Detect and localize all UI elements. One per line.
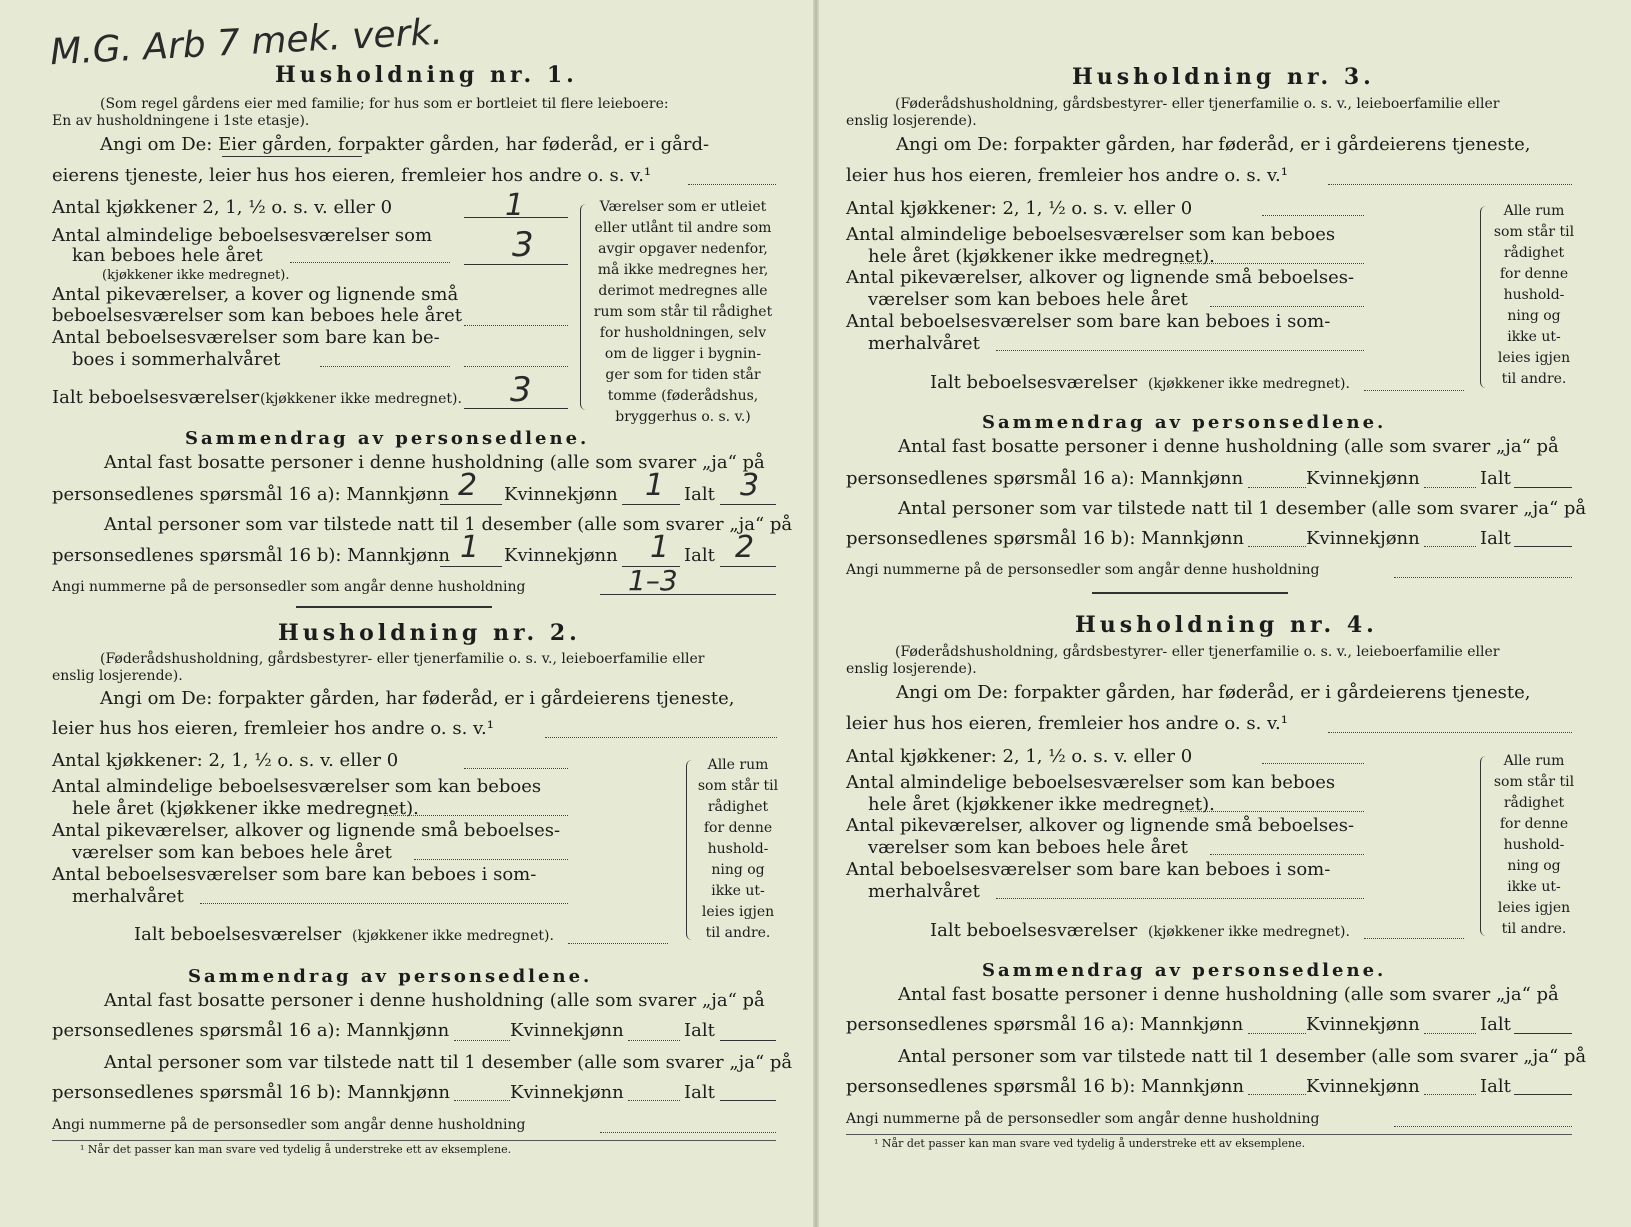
h3-side-note (1488, 201, 1580, 390)
h1-fast-line2: personsedlenes spørsmål 16 a): Mannkjønn (52, 484, 450, 505)
h3-alm-label1: Antal almindelige beboelsesværelser som kan beboes (846, 224, 1336, 245)
h2-tils-ialt-label: Ialt (684, 1082, 715, 1103)
h3-sommer-dots (996, 350, 1364, 351)
h1-kjokken-line (464, 217, 568, 218)
h3-kjokken-dots (1262, 215, 1364, 216)
h4-ialt-note: (kjøkkener ikke medregnet). (1148, 924, 1350, 940)
h3-side-line: ning og (1507, 308, 1561, 324)
h4-side-note (1488, 751, 1580, 940)
h3-pike-label1: Antal pikeværelser, alkover og lignende små beboelses- (846, 267, 1355, 288)
h2-tils-kv-line (628, 1100, 680, 1101)
h3-ialt-line (1364, 390, 1464, 391)
h2-alm-label2: hele året (kjøkkener ikke medregnet). (72, 798, 419, 819)
h1-side-line: eller utlånt til andre som (594, 220, 772, 236)
h1-fast-mann: 2 (458, 468, 478, 503)
h4-ialt-line (1364, 938, 1464, 939)
h3-angi-fill (1328, 184, 1572, 185)
h1-summary-title: Sammendrag av personsedlene. (185, 428, 590, 449)
h1-separator (296, 606, 492, 608)
h2-tils-kv-label: Kvinnekjønn (510, 1082, 624, 1103)
h2-kjokken-label: Antal kjøkkener: 2, 1, ½ o. s. v. eller 0 (52, 750, 399, 771)
h1-alm-value: 3 (512, 225, 534, 265)
h3-side-line: leies igjen (1497, 350, 1571, 366)
h1-tils-mann-line (440, 566, 502, 567)
h4-intro-line1: (Føderådshusholdning, gårdsbestyrer- eller tjenerfamilie o. s. v., leieboerfamilie eller (895, 644, 1500, 660)
h1-sommer-label1: Antal beboelsesværelser som bare kan be- (52, 327, 440, 348)
h2-alm-dots (384, 815, 568, 816)
h3-side-line: til andre. (1501, 371, 1567, 387)
h2-side-line: som står til (697, 778, 779, 794)
h3-nummer-line (1394, 577, 1572, 578)
h4-tils-kv-label: Kvinnekjønn (1306, 1076, 1420, 1097)
h2-pike-label2: værelser som kan beboes hele året (72, 842, 392, 863)
h2-alm-label1: Antal almindelige beboelsesværelser som kan beboes (52, 776, 542, 797)
h2-ialt-label: Ialt beboelsesværelser (134, 924, 342, 945)
h3-sommer-label2: merhalvåret (868, 333, 980, 354)
h4-side-line: som står til (1493, 774, 1575, 790)
h1-tils-ialt-label: Ialt (684, 545, 715, 566)
h4-side-line: for denne (1499, 816, 1569, 832)
h3-angi-line1: Angi om De: forpakter gården, har føderåd, er i gårdeierens tjeneste, (896, 134, 1531, 155)
h4-pike-dots (1210, 854, 1364, 855)
h4-side-line: Alle rum (1503, 753, 1565, 769)
h4-side-line: ning og (1507, 858, 1561, 874)
h2-ialt-line (568, 943, 668, 944)
h4-tils-ialt-label: Ialt (1480, 1076, 1511, 1097)
h2-side-line: rådighet (707, 799, 769, 815)
h1-side-line: avgir opgaver nedenfor, (598, 241, 768, 257)
h3-side-line: rådighet (1503, 245, 1565, 261)
h3-tils-kv-label: Kvinnekjønn (1306, 528, 1420, 549)
h4-ialt-label: Ialt beboelsesværelser (930, 920, 1138, 941)
h1-alm-label1: Antal almindelige beboelsesværelser som (52, 225, 433, 246)
h2-tils-line2: personsedlenes spørsmål 16 b): Mannkjønn (52, 1082, 451, 1103)
h4-side-line: leies igjen (1497, 900, 1571, 916)
h2-summary-title: Sammendrag av personsedlene. (188, 966, 593, 987)
h4-fast-line1: Antal fast bosatte personer i denne husholdning (alle som svarer „ja“ på (898, 984, 1559, 1005)
h3-ialt-label: Ialt beboelsesværelser (930, 372, 1138, 393)
h2-fast-ialt-label: Ialt (684, 1020, 715, 1041)
h1-fast-line1: Antal fast bosatte personer i denne husholdning (alle som svarer „ja“ på (104, 452, 765, 473)
h3-side-line: Alle rum (1503, 203, 1565, 219)
h2-nummer-label: Angi nummerne på de personsedler som angår denne husholdning (52, 1117, 526, 1133)
h3-tils-ialt-line (1514, 546, 1572, 547)
h4-footnote-rule (846, 1134, 1572, 1135)
h4-sommer-label2: merhalvåret (868, 881, 980, 902)
h3-fast-line1: Antal fast bosatte personer i denne husholdning (alle som svarer „ja“ på (898, 436, 1559, 457)
h1-sommer-label2: boes i sommerhalvåret (72, 349, 281, 370)
h2-tils-mann-line (454, 1100, 510, 1101)
h2-intro-line1: (Føderådshusholdning, gårdsbestyrer- eller tjenerfamilie o. s. v., leieboerfamilie eller (100, 651, 705, 667)
h2-side-line: ning og (711, 862, 765, 878)
h2-footnote: ¹ Når det passer kan man svare ved tydelig å understreke ett av eksemplene. (80, 1143, 512, 1156)
h2-ialt-note: (kjøkkener ikke medregnet). (352, 928, 554, 944)
h3-tils-kv-line (1424, 546, 1476, 547)
h1-side-line: bryggerhus o. s. v.) (615, 409, 751, 425)
h2-tils-ialt-line (720, 1100, 776, 1101)
h3-sommer-label1: Antal beboelsesværelser som bare kan beboes i som- (846, 311, 1331, 332)
h1-nummer-label: Angi nummerne på de personsedler som angår denne husholdning (52, 579, 526, 595)
h4-tils-ialt-line (1514, 1094, 1572, 1095)
h2-fast-kv-label: Kvinnekjønn (510, 1020, 624, 1041)
h3-intro-line1: (Føderådshusholdning, gårdsbestyrer- eller tjenerfamilie o. s. v., leieboerfamilie eller (895, 96, 1500, 112)
h2-sommer-dots (200, 903, 568, 904)
h3-ialt-note: (kjøkkener ikke medregnet). (1148, 376, 1350, 392)
h1-fast-kv-label: Kvinnekjønn (504, 484, 618, 505)
household-1-title: Husholdning nr. 1. (275, 62, 578, 88)
h1-ialt-label: Ialt beboelsesværelser (52, 387, 260, 408)
h3-separator (1092, 592, 1288, 594)
h4-alm-label2: hele året (kjøkkener ikke medregnet). (868, 794, 1215, 815)
h2-fast-line2: personsedlenes spørsmål 16 a): Mannkjønn (52, 1020, 450, 1041)
h4-side-line: hushold- (1503, 837, 1565, 853)
h3-side-line: hushold- (1503, 287, 1565, 303)
h1-fast-mann-line (440, 504, 502, 505)
h1-pike-label2: beboelsesværelser som kan beboes hele året (52, 305, 462, 326)
h4-nummer-line (1394, 1126, 1572, 1127)
h4-side-line: ikke ut- (1507, 879, 1561, 895)
h1-angi-line1: Angi om De: Eier gården, forpakter gården, har føderåd, er i gård- (100, 134, 710, 155)
h2-fast-mann-line (454, 1040, 510, 1041)
h2-footnote-rule (52, 1140, 776, 1141)
h4-tils-line1: Antal personer som var tilstede natt til 1 desember (alle som svarer „ja“ på (898, 1046, 1587, 1067)
h1-ialt-note: (kjøkkener ikke medregnet). (260, 391, 462, 407)
h3-pike-label2: værelser som kan beboes hele året (868, 289, 1188, 310)
h1-ialt-value: 3 (510, 370, 532, 410)
h1-side-line: Værelser som er utleiet (599, 199, 767, 215)
h1-tils-mann: 1 (460, 530, 480, 565)
h1-angi-fill (688, 184, 776, 185)
household-4-title: Husholdning nr. 4. (1075, 612, 1378, 638)
h2-nummer-line (600, 1132, 776, 1133)
h2-pike-label1: Antal pikeværelser, alkover og lignende små beboelses- (52, 820, 561, 841)
h3-fast-line2: personsedlenes spørsmål 16 a): Mannkjønn (846, 468, 1244, 489)
h2-side-note (694, 755, 782, 944)
h1-fast-ialt-label: Ialt (684, 484, 715, 505)
h1-tils-ialt-line (720, 566, 776, 567)
h2-angi-line2: leier hus hos eieren, fremleier hos andre o. s. v.¹ (52, 718, 494, 739)
h1-nummer-value: 1–3 (628, 564, 678, 597)
h4-tils-kv-line (1424, 1094, 1476, 1095)
h3-fast-ialt-line (1514, 487, 1572, 488)
h4-fast-kv-line (1424, 1033, 1476, 1034)
h3-tils-ialt-label: Ialt (1480, 528, 1511, 549)
h2-side-line: ikke ut- (711, 883, 765, 899)
h4-side-line: til andre. (1501, 921, 1567, 937)
h1-side-line: ger som for tiden står (605, 367, 761, 383)
h3-side-line: for denne (1499, 266, 1569, 282)
h2-side-line: Alle rum (707, 757, 769, 773)
h2-fast-kv-line (628, 1040, 680, 1041)
h4-intro-line2: enslig losjerende). (846, 661, 977, 677)
h1-fast-kv: 1 (645, 468, 665, 503)
h1-kjokken-value: 1 (505, 188, 525, 223)
h4-side-line: rådighet (1503, 795, 1565, 811)
h2-pike-dots (414, 859, 568, 860)
h3-nummer-label: Angi nummerne på de personsedler som angår denne husholdning (846, 562, 1320, 578)
h4-fast-line2: personsedlenes spørsmål 16 a): Mannkjønn (846, 1014, 1244, 1035)
h2-angi-fill (545, 737, 777, 738)
h4-fast-mann-line (1248, 1033, 1306, 1034)
h2-side-line: leies igjen (701, 904, 775, 920)
h1-sommer-dots (320, 366, 450, 367)
h4-pike-label2: værelser som kan beboes hele året (868, 837, 1188, 858)
h3-tils-mann-line (1248, 546, 1306, 547)
h3-summary-title: Sammendrag av personsedlene. (982, 412, 1387, 433)
h1-side-line: om de ligger i bygnin- (604, 346, 762, 362)
h4-tils-line2: personsedlenes spørsmål 16 b): Mannkjønn (846, 1076, 1245, 1097)
h1-sommer-line (464, 366, 568, 367)
h2-intro-line2: enslig losjerende). (52, 668, 183, 684)
h4-tils-mann-line (1248, 1094, 1306, 1095)
h4-alm-label1: Antal almindelige beboelsesværelser som kan beboes (846, 772, 1336, 793)
h1-tils-kv-label: Kvinnekjønn (504, 545, 618, 566)
h3-fast-ialt-label: Ialt (1480, 468, 1511, 489)
h2-tils-line1: Antal personer som var tilstede natt til 1 desember (alle som svarer „ja“ på (104, 1052, 793, 1073)
h1-side-line: tomme (føderådshus, (607, 388, 759, 404)
h1-side-line: for husholdningen, selv (599, 325, 767, 341)
h3-fast-kv-line (1424, 487, 1476, 488)
h2-angi-line1: Angi om De: forpakter gården, har føderåd, er i gårdeierens tjeneste, (100, 688, 735, 709)
h1-side-line: rum som står til rådighet (593, 304, 773, 320)
h4-sommer-dots (996, 898, 1364, 899)
household-3-title: Husholdning nr. 3. (1072, 64, 1375, 90)
h1-intro-line2: En av husholdningene i 1ste etasje). (52, 113, 310, 129)
h4-footnote: ¹ Når det passer kan man svare ved tydelig å understreke ett av eksemplene. (874, 1137, 1306, 1150)
h4-summary-title: Sammendrag av personsedlene. (982, 960, 1387, 981)
h1-side-note (588, 197, 778, 428)
h3-tils-line2: personsedlenes spørsmål 16 b): Mannkjønn (846, 528, 1245, 549)
h4-angi-fill (1328, 732, 1572, 733)
h3-tils-line1: Antal personer som var tilstede natt til 1 desember (alle som svarer „ja“ på (898, 498, 1587, 519)
h3-side-line: som står til (1493, 224, 1575, 240)
h4-kjokken-dots (1262, 763, 1364, 764)
h3-kjokken-label: Antal kjøkkener: 2, 1, ½ o. s. v. eller 0 (846, 198, 1193, 219)
h1-intro-line1: (Som regel gårdens eier med familie; for hus som er bortleiet til flere leieboere: (100, 96, 669, 112)
h1-nummer-line (600, 594, 776, 595)
h2-side-line: til andre. (705, 925, 771, 941)
h2-fast-line1: Antal fast bosatte personer i denne husholdning (alle som svarer „ja“ på (104, 990, 765, 1011)
h1-alm-line (464, 264, 568, 265)
h3-fast-mann-line (1248, 487, 1306, 488)
h3-fast-kv-label: Kvinnekjønn (1306, 468, 1420, 489)
h1-pike-line (464, 325, 568, 326)
h1-pike-label1: Antal pikeværelser, a kover og lignende små (52, 284, 459, 305)
h1-tils-line2: personsedlenes spørsmål 16 b): Mannkjønn (52, 545, 451, 566)
h4-nummer-label: Angi nummerne på de personsedler som angår denne husholdning (846, 1111, 1320, 1127)
h1-eier-underline (222, 156, 362, 157)
h3-alm-label2: hele året (kjøkkener ikke medregnet). (868, 246, 1215, 267)
h1-ialt-line (464, 408, 568, 409)
h4-sommer-label1: Antal beboelsesværelser som bare kan beboes i som- (846, 859, 1331, 880)
h2-sommer-label1: Antal beboelsesværelser som bare kan beboes i som- (52, 864, 537, 885)
h2-side-line: for denne (703, 820, 773, 836)
h1-alm-note: (kjøkkener ikke medregnet). (102, 268, 290, 283)
h4-angi-line1: Angi om De: forpakter gården, har føderåd, er i gårdeierens tjeneste, (896, 682, 1531, 703)
h1-tils-kv: 1 (650, 530, 670, 565)
h4-kjokken-label: Antal kjøkkener: 2, 1, ½ o. s. v. eller 0 (846, 746, 1193, 767)
h4-angi-line2: leier hus hos eieren, fremleier hos andre o. s. v.¹ (846, 713, 1288, 734)
h3-intro-line2: enslig losjerende). (846, 113, 977, 129)
h3-pike-dots (1210, 306, 1364, 307)
h4-alm-dots (1180, 811, 1364, 812)
h1-angi-line2: eierens tjeneste, leier hus hos eieren, fremleier hos andre o. s. v.¹ (52, 165, 652, 186)
h4-fast-kv-label: Kvinnekjønn (1306, 1014, 1420, 1035)
household-2-title: Husholdning nr. 2. (278, 620, 581, 646)
page-fold (813, 0, 819, 1227)
h2-fast-ialt-line (720, 1040, 776, 1041)
h2-side-line: hushold- (707, 841, 769, 857)
h2-sommer-label2: merhalvåret (72, 886, 184, 907)
handwritten-note: M.G. Arb 7 mek. verk. (49, 11, 444, 74)
h1-alm-dots (290, 262, 450, 263)
h1-side-line: derimot medregnes alle (598, 283, 768, 299)
h4-pike-label1: Antal pikeværelser, alkover og lignende små beboelses- (846, 815, 1355, 836)
h1-alm-label2: kan beboes hele året (72, 245, 263, 266)
h4-fast-ialt-label: Ialt (1480, 1014, 1511, 1035)
h3-side-line: ikke ut- (1507, 329, 1561, 345)
h3-angi-line2: leier hus hos eieren, fremleier hos andre o. s. v.¹ (846, 165, 1288, 186)
h1-kjokken-label: Antal kjøkkener 2, 1, ½ o. s. v. eller 0 (52, 197, 393, 218)
h1-tils-ialt: 2 (735, 530, 755, 565)
h3-alm-dots (1180, 263, 1364, 264)
h1-tils-line1: Antal personer som var tilstede natt til 1 desember (alle som svarer „ja“ på (104, 514, 793, 535)
h1-side-line: må ikke medregnes her, (597, 262, 769, 278)
h1-fast-kv-line (622, 504, 680, 505)
h1-fast-ialt-line (720, 504, 776, 505)
h1-fast-ialt: 3 (740, 468, 760, 503)
h2-kjokken-dots (464, 768, 568, 769)
h4-fast-ialt-line (1514, 1033, 1572, 1034)
